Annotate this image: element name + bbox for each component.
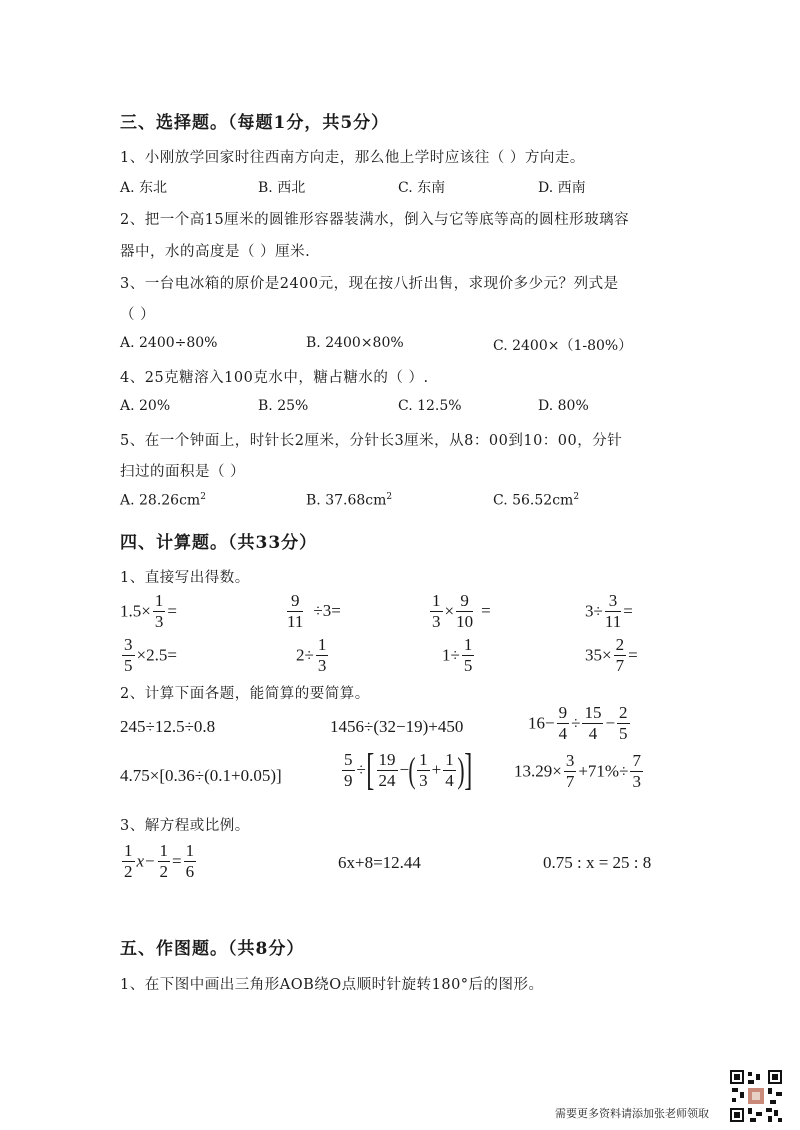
question-3-line2: （ ） <box>120 307 156 323</box>
q1-option-b: B. 西北 <box>258 180 306 196</box>
direct-calc-6: 2÷ $\frac{1}{3}$ <box>296 635 327 675</box>
equation-3: 0.75 : x = 25 : 8 <box>543 853 652 872</box>
direct-calc-8: 35× $\frac{2}{7}$ = <box>585 635 638 675</box>
section5-title: 五、作图题。（共8分） <box>120 939 305 959</box>
question-1: 1、小刚放学回家时往西南方向走，那么他上学时应该往（ ）方向走。 <box>120 150 585 166</box>
footer-note: 需要更多资料请添加张老师领取 <box>555 1107 709 1120</box>
calc-2: 1456÷(32−19)+450 <box>330 717 464 736</box>
equation-2: 6x+8=12.44 <box>338 853 421 872</box>
qr-code-icon <box>728 1068 784 1124</box>
calc-4: 4.75×[0.36÷(0.1+0.05)] <box>120 766 282 785</box>
direct-calc-7: 1÷ $\frac{1}{5}$ <box>442 635 473 675</box>
calc-1: 245÷12.5÷0.8 <box>120 717 216 736</box>
question-5-line2: 扫过的面积是（ ） <box>120 464 246 480</box>
q3-option-b: B. 2400×80% <box>306 335 404 351</box>
sub-question-2: 2、计算下面各题，能简算的要简算。 <box>120 686 370 702</box>
question-5-line1: 5、在一个钟面上，时针长2厘米，分针长3厘米，从8：00到10：00，分针 <box>120 433 623 449</box>
question-2-line2: 器中，水的高度是（ ）厘米. <box>120 244 311 260</box>
left-paren: ( <box>408 750 416 790</box>
right-paren: ) <box>457 750 465 790</box>
q4-option-d: D. 80% <box>538 398 589 414</box>
q1-option-a: A. 东北 <box>120 180 168 196</box>
direct-calc-1: 1.5× $\frac{1}{3}$ = <box>120 591 177 631</box>
section4-title: 四、计算题。（共33分） <box>120 533 318 553</box>
calc-6: 13.29× $\frac{3}{7}$ +71%÷ $\frac{7}{3}$ <box>514 751 641 791</box>
direct-calc-4: 3÷ $\frac{3}{11}$ = <box>585 591 633 631</box>
section3-title: 三、选择题。（每题1分，共5分） <box>120 113 390 133</box>
right-bracket: ] <box>463 745 473 794</box>
sub-question-3: 3、解方程或比例。 <box>120 818 250 834</box>
q1-option-c: C. 东南 <box>398 180 446 196</box>
q3-option-c: C. 2400×（1-80%） <box>493 338 633 354</box>
sub-question-1: 1、直接写出得数。 <box>120 570 250 586</box>
direct-calc-2: $\frac{9}{11}$ ÷3= <box>287 591 341 631</box>
direct-calc-5: $\frac{3}{5}$ ×2.5= <box>124 635 177 675</box>
equation-1: $\frac{1}{2}$ x− $\frac{1}{2}$ = $\frac{1}{6}$ <box>124 841 195 881</box>
q1-option-d: D. 西南 <box>538 180 586 196</box>
question-2-line1: 2、把一个高15厘米的圆锥形容器装满水，倒入与它等底等高的圆柱形玻璃容 <box>120 212 630 228</box>
question-4: 4、25克糖溶入100克水中，糖占糖水的（ ）. <box>120 370 429 386</box>
drawing-question-1: 1、在下图中画出三角形AOB绕O点顺时针旋转180°后的图形。 <box>120 977 544 993</box>
q4-option-c: C. 12.5% <box>398 398 462 414</box>
direct-calc-3: $\frac{1}{3}$ × $\frac{9}{10}$ = <box>432 591 491 631</box>
q4-option-b: B. 25% <box>258 398 309 414</box>
left-bracket: [ <box>366 745 375 794</box>
calc-3: 16− $\frac{9}{4}$ ÷ $\frac{15}{4}$ − $\frac{2}{5}$ <box>528 703 628 743</box>
q5-option-c: C. $56.52cm^2$ <box>493 492 580 509</box>
calc-5: $\frac{5}{9}$ ÷[ $\frac{19}{24}$ −( $\frac{1}{3}$ + $\frac{1}{4}$ )] <box>344 745 473 794</box>
q3-option-a: A. 2400÷80% <box>120 335 218 351</box>
q4-option-a: A. 20% <box>120 398 171 414</box>
q5-option-b: B. $37.68cm^2$ <box>306 492 393 509</box>
q5-option-a: A. $28.26cm^2$ <box>120 492 206 509</box>
question-3-line1: 3、一台电冰箱的原价是2400元，现在按八折出售，求现价多少元？列式是 <box>120 276 619 292</box>
